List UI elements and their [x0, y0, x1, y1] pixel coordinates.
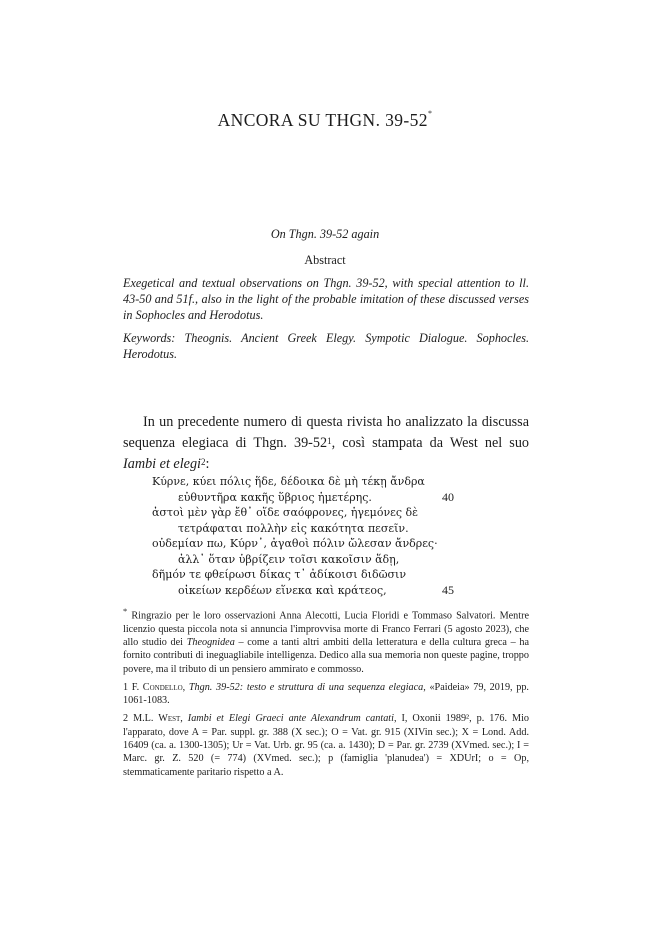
english-title: On Thgn. 39-52 again: [270, 227, 380, 241]
footnote-ref-1: 1: [327, 436, 332, 446]
verse-number: 40: [442, 489, 454, 504]
greek-verses: [152, 474, 532, 598]
footnote-1: 1 F. Condello, Thgn. 39-52: testo e struttura di una sequenza elegiaca, «Paideia» 79, 2019, pp. 1061-1083.: [123, 681, 529, 707]
verse-line: οἰκείων κερδέων εἵνεκα καὶ κράτεος, 45: [178, 582, 454, 597]
verse-line: ἀλλ᾽ ὅταν ὑβρίζειν τοῖσι κακοῖσιν ἅδῃ,: [178, 552, 400, 566]
verse-line: δῆμόν τε φθείρωσι δίκας τ᾽ ἀδίκοισι διδῶσιν: [152, 568, 407, 581]
footnote-ref-2: 2: [201, 457, 206, 467]
title-footnote-mark: *: [427, 109, 433, 118]
book-title-iambi: Iambi et elegi: [123, 456, 202, 472]
footnote-2: 2 M.L. West, Iambi et Elegi Graeci ante Alexandrum cantati, I, Oxonii 1989², p. 176. Mio l'apparato, dove A = Par. suppl. gr. 388 (X sec.); O = Vat. gr. 915 (XIVin sec.); X = Lond. Add. 16409 (ca. a. 1300-1305); Ur = Vat. Urb. gr. 95 (ca. a. 1430); D = Par. gr. 2739 (XVmed. sec.); I = Marc. gr. Z. 520 (= 774) (XVmed. sec.); p (famiglia 'planudea') = XDUrI; o = Op, stemmaticamente paritario rispetto a A.: [123, 713, 529, 778]
abstract-text: Exegetical and textual observations on Thgn. 39-52, with special attention to ll. 43-50 and 51f., also in the light of the probable imitation of these discussed verses in Sophocles and Herodotus.: [123, 276, 529, 322]
verse-number: 45: [442, 582, 454, 597]
article-title: ANCORA SU THGN. 39-52*: [217, 109, 433, 130]
verse-line: εὐθυντῆρα κακῆς ὕβριος ἡμετέρης. 40: [178, 489, 454, 504]
footnotes: [123, 605, 529, 784]
verse-line: τετράφαται πολλὴν εἰς κακότητα πεσεῖν.: [178, 521, 409, 535]
footnote-star: * Ringrazio per le loro osservazioni Anna Alecotti, Lucia Floridi e Tommaso Salvatori. Mentre licenzio questa piccola nota si annuncia l'improvvisa morte di Franco Ferrari (5 agosto 2023), che allo studio dei Theognidea – come a tanti altri ambiti della letteratura e della cultura greca – ha fornito contributi di ineguagliabile intelligenza. Dedico alla sua memoria non queste pagine, troppo povere, ma il tributo di un pensiero ammirato e commosso.: [123, 606, 530, 675]
verse-line: ἀστοὶ μὲν γὰρ ἔθ᾽ οἵδε σαόφρονες, ἡγεμόνες δὲ: [152, 506, 419, 519]
body-paragraph: In un precedente numero di questa rivista ho analizzato la discussa sequenza elegiaca di Thgn. $39-52^1$, così stampata da West nel suo Iambi et elegi$^2$:: [123, 414, 530, 472]
keywords: Keywords: Theognis. Ancient Greek Elegy. Sympotic Dialogue. Sophocles. Herodotus.: [123, 331, 529, 361]
verse-line: οὐδεμίαν πω, Κύρν᾽, ἀγαθοὶ πόλιν ὤλεσαν ἄνδρες·: [152, 537, 438, 550]
verse-line: Κύρνε, κύει πόλις ἥδε, δέδοικα δὲ μὴ τέκῃ ἄνδρα: [152, 475, 425, 488]
abstract-heading: Abstract: [304, 253, 346, 267]
